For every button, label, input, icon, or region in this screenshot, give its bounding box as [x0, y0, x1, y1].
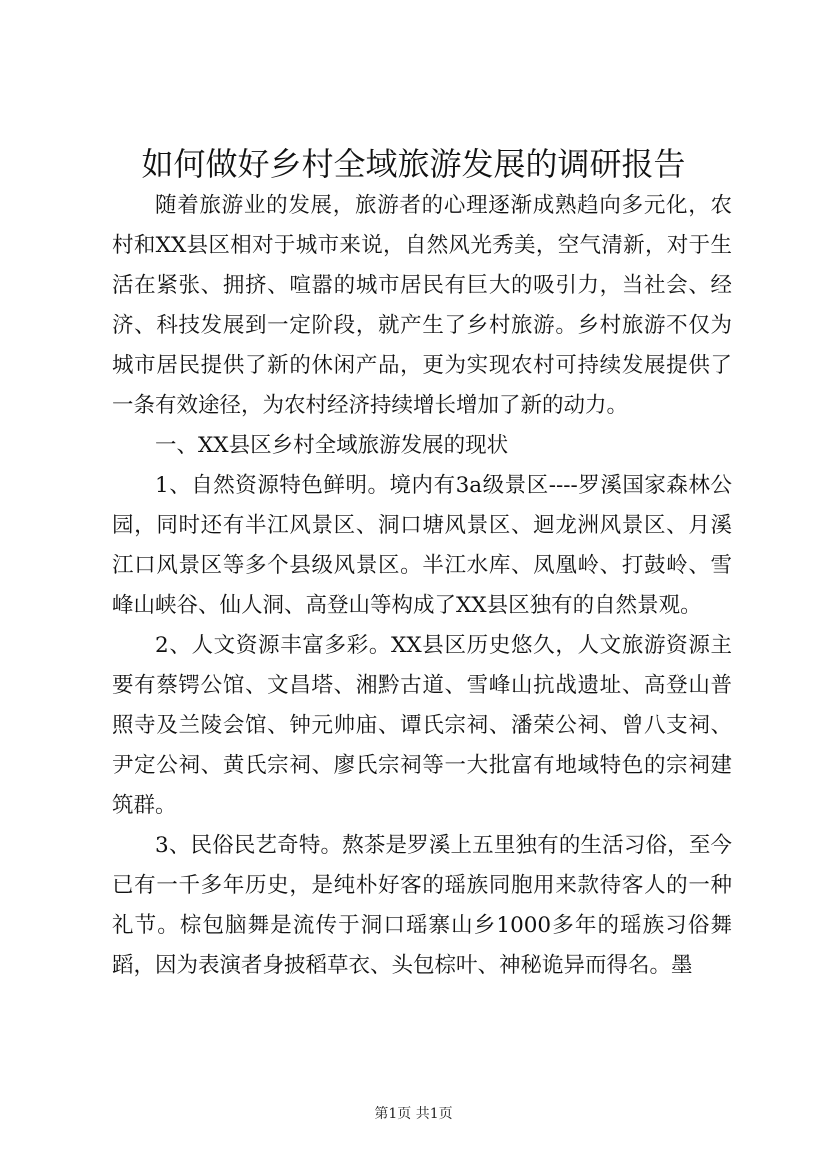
paragraph-cultural-resources: 2、人文资源丰富多彩。XX县区历史悠久，人文旅游资源主要有蔡锷公馆、文昌塔、湘黔古道、雪峰山抗战遗址、高登山普照寺及兰陵会馆、钟元帅庙、谭氏宗祠、潘荣公祠、曾八支祠、尹定公祠、黄氏宗祠、廖氏宗祠等一大批富有地域特色的宗祠建筑群。 [112, 633, 732, 818]
paragraph-folk-customs: 3、民俗民艺奇特。熬茶是罗溪上五里独有的生活习俗，至今已有一千多年历史，是纯朴好客的瑶族同胞用来款待客人的一种礼节。棕包脑舞是流传于洞口瑶寨山乡1000多年的瑶族习俗舞蹈，因为表演者身披稻草衣、头包棕叶、神秘诡异而得名。墨 [112, 833, 732, 978]
paragraph-intro: 随着旅游业的发展，旅游者的心理逐渐成熟趋向多元化，农村和XX县区相对于城市来说，自然风光秀美，空气清新，对于生活在紧张、拥挤、喧嚣的城市居民有巨大的吸引力，当社会、经济、科技发展到一定阶段，就产生了乡村旅游。乡村旅游不仅为城市居民提供了新的休闲产品，更为实现农村可持续发展提供了一条有效途径，为农村经济持续增长增加了新的动力。 [112, 193, 732, 418]
document-title: 如何做好乡村全域旅游发展的调研报告 [141, 145, 686, 183]
paragraph-natural-resources: 1、自然资源特色鲜明。境内有3a级景区----罗溪国家森林公园，同时还有半江风景区、洞口塘风景区、迴龙洲风景区、月溪江口风景区等多个县级风景区。半江水库、凤凰岭、打鼓岭、雪峰山峡谷、仙人洞、高登山等构成了XX县区独有的自然景观。 [112, 473, 732, 618]
section-heading: 一、XX县区乡村全域旅游发展的现状 [155, 433, 509, 458]
document-body [112, 186, 732, 986]
page-number: 第1页 共1页 [374, 1106, 453, 1122]
